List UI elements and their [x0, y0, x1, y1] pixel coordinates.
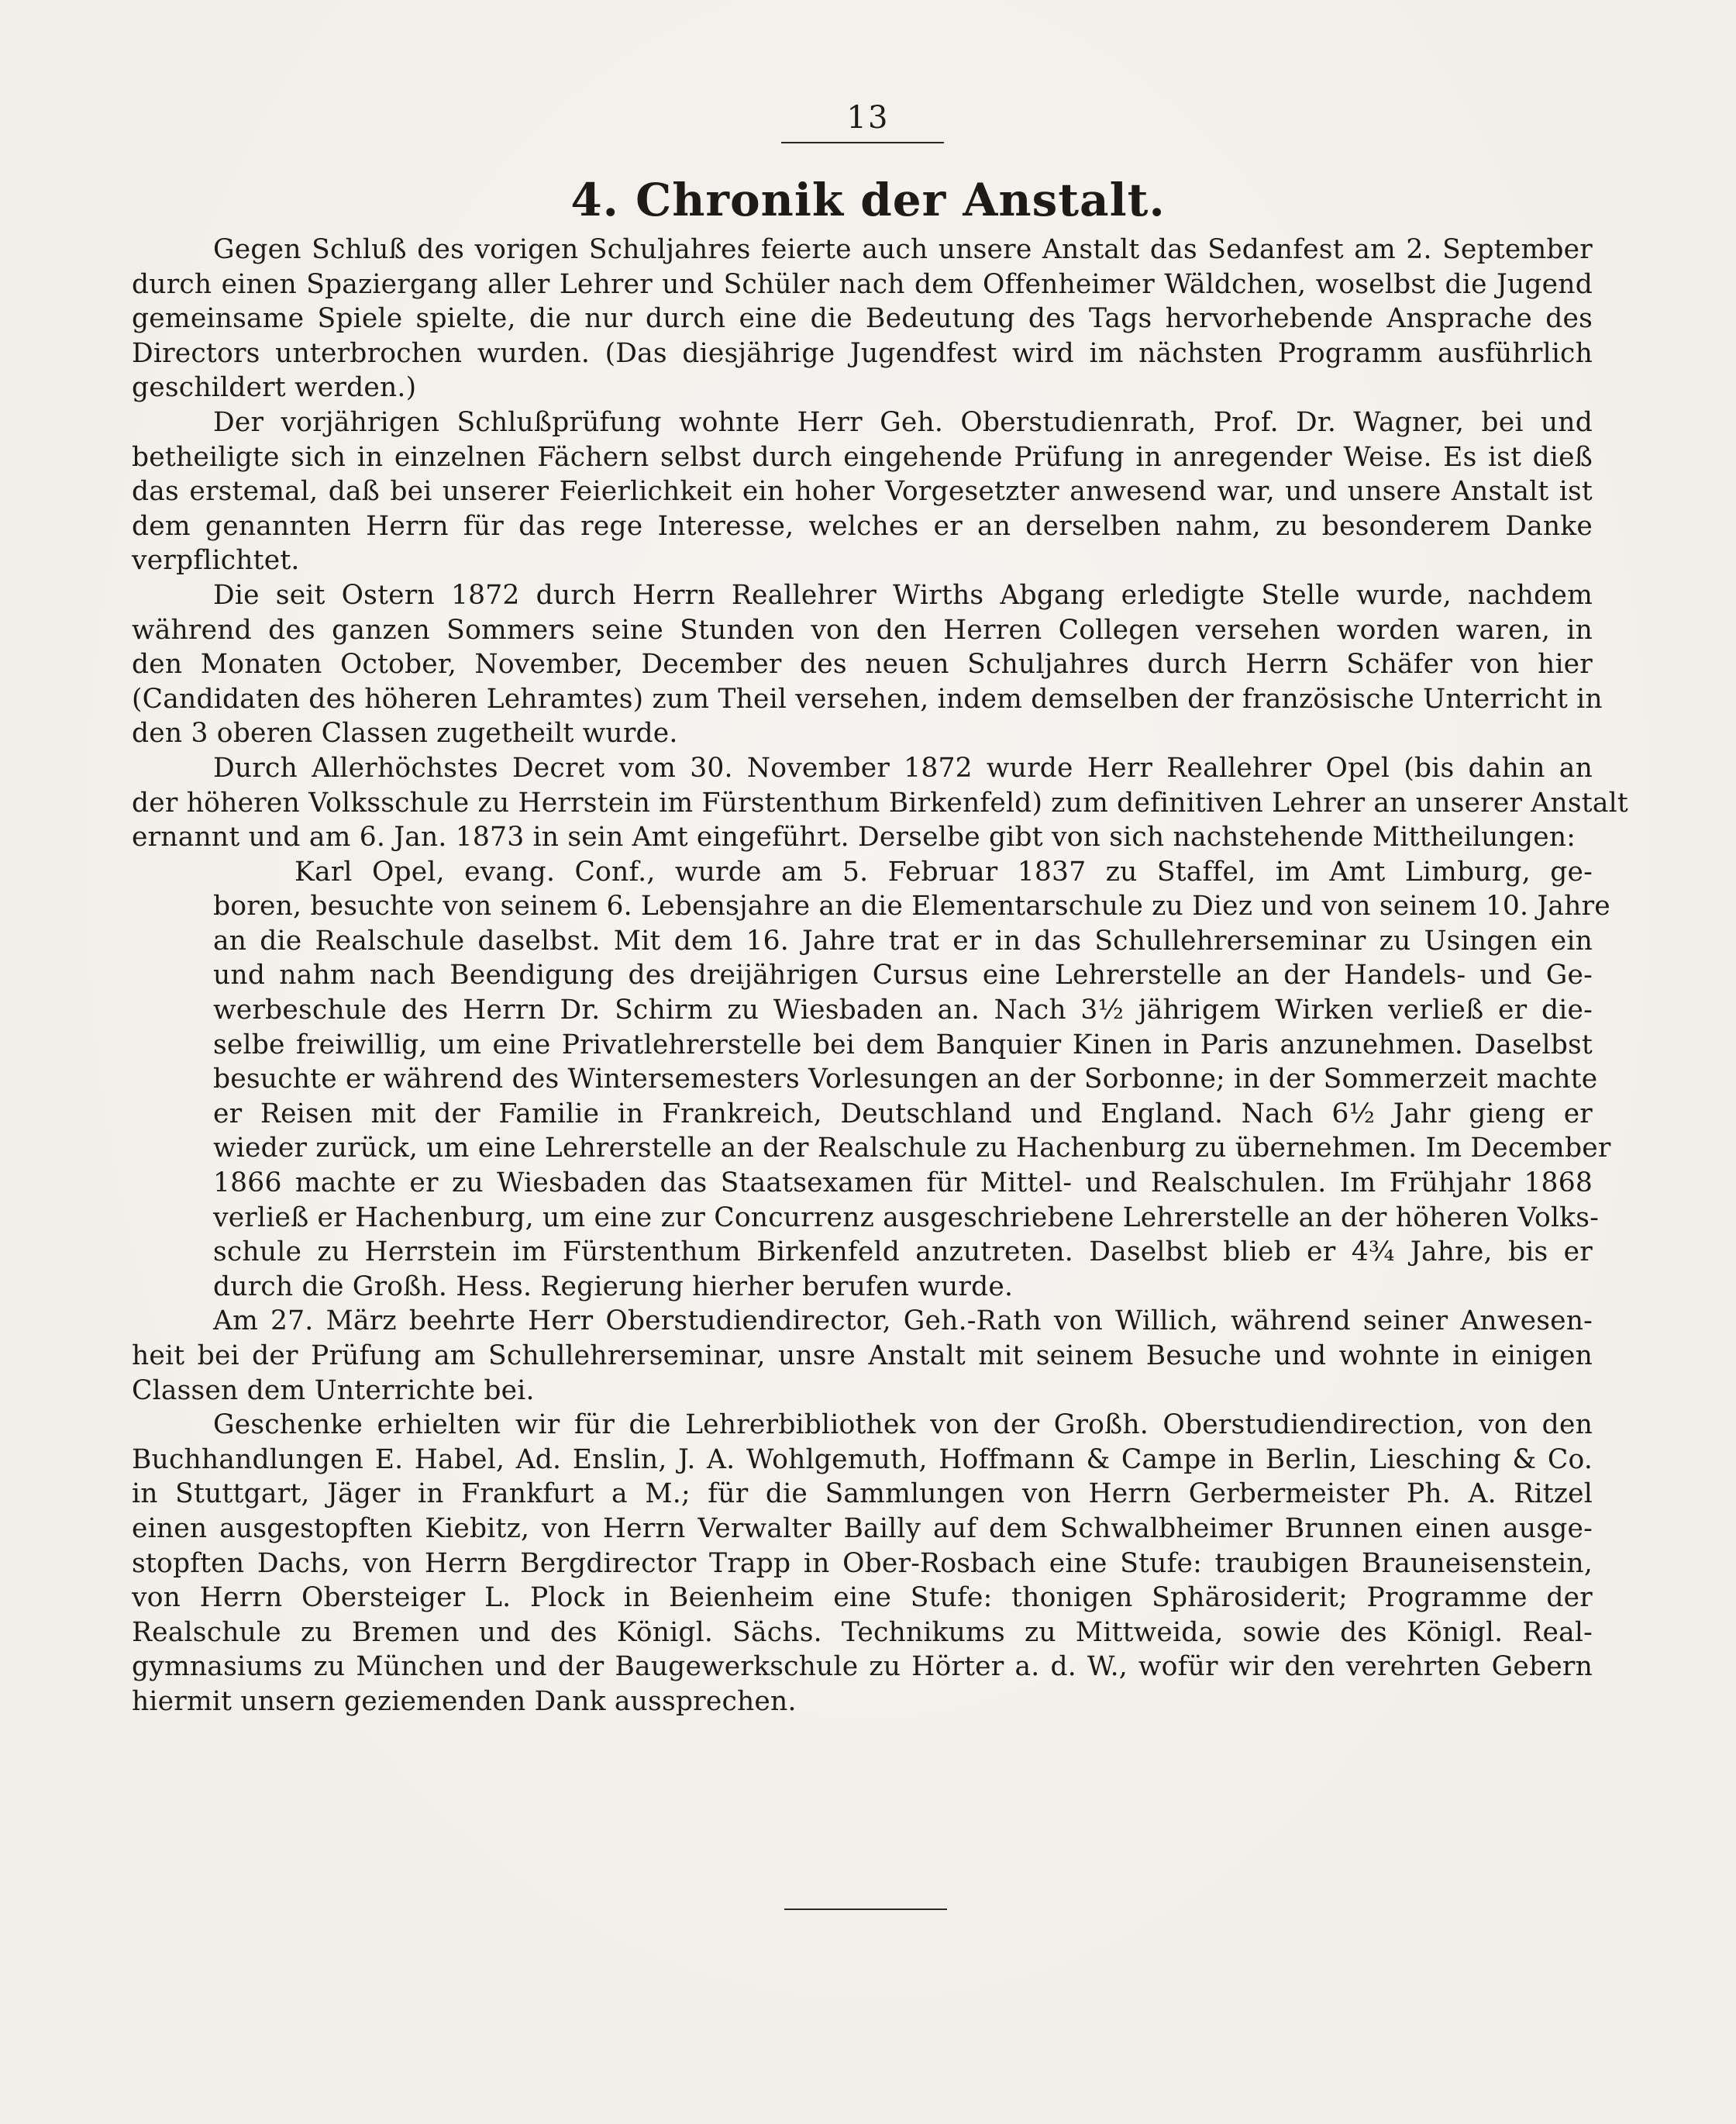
- text-line: verpflichtet.: [132, 545, 300, 577]
- text-line: Am 27. März beehrte Herr Oberstudiendirector, Geh.-Rath von Willich, während seiner Anwesen-: [213, 1305, 1593, 1337]
- text-line: während des ganzen Sommers seine Stunden von den Herren Collegen versehen worden waren, in: [132, 614, 1593, 646]
- text-line: dem genannten Herrn für das rege Interesse, welches er an derselben nahm, zu besonderem Danke: [132, 510, 1593, 542]
- text-line: den Monaten October, November, December des neuen Schuljahres durch Herrn Schäfer von hier: [132, 649, 1593, 681]
- text-line: Die seit Ostern 1872 durch Herrn Reallehrer Wirths Abgang erledigte Stelle wurde, nachdem: [213, 579, 1593, 611]
- text-line: verließ er Hachenburg, um eine zur Concurrenz ausgeschriebene Lehrerstelle an der höheren Volks-: [213, 1202, 1600, 1233]
- text-line: den 3 oberen Classen zugetheilt wurde.: [132, 718, 678, 750]
- paragraph: [132, 1408, 1593, 1719]
- text-line: betheiligte sich in einzelnen Fächern selbst durch eingehende Prüfung in anregender Weise. Es ist dieß: [132, 441, 1593, 473]
- text-line: durch einen Spaziergang aller Lehrer und Schüler nach dem Offenheimer Wäldchen, woselbst die Jugend: [132, 268, 1593, 300]
- text-line: Karl Opel, evang. Conf., wurde am 5. Februar 1837 zu Staffel, im Amt Limburg, ge-: [294, 856, 1593, 888]
- text-line: Gegen Schluß des vorigen Schuljahres feierte auch unsere Anstalt das Sedanfest am 2. September: [213, 234, 1593, 265]
- text-line: und nahm nach Beendigung des dreijährigen Cursus eine Lehrerstelle an der Handels- und Ge-: [213, 960, 1593, 991]
- text-line: Realschule zu Bremen und des Königl. Sächs. Technikums zu Mittweida, sowie des Königl. Real-: [132, 1616, 1593, 1648]
- footer-rule: [784, 1908, 947, 1910]
- text-line: wieder zurück, um eine Lehrerstelle an der Realschule zu Hachenburg zu übernehmen. Im December: [213, 1133, 1611, 1164]
- text-line: Durch Allerhöchstes Decret vom 30. November 1872 wurde Herr Reallehrer Opel (bis dahin an: [213, 752, 1593, 784]
- text-line: in Stuttgart, Jäger in Frankfurt a M.; für die Sammlungen von Herrn Gerbermeister Ph. A. Ritzel: [132, 1478, 1593, 1510]
- text-line: boren, besuchte von seinem 6. Lebensjahre an die Elementarschule zu Diez und von seinem 10. Jahre: [213, 891, 1610, 922]
- text-line: er Reisen mit der Familie in Frankreich, Deutschland und England. Nach 6½ Jahr gieng er: [213, 1098, 1593, 1129]
- text-line: Geschenke erhielten wir für die Lehrerbibliothek von der Großh. Oberstudiendirection, von den: [213, 1409, 1593, 1441]
- text-line: der höheren Volksschule zu Herrstein im Fürstenthum Birkenfeld) zum definitiven Lehrer an unserer Anstalt: [132, 787, 1628, 819]
- paragraph: [132, 405, 1593, 578]
- text-line: 1866 machte er zu Wiesbaden das Staatsexamen für Mittel- und Realschulen. Im Frühjahr 1868: [213, 1167, 1593, 1199]
- text-line: schule zu Herrstein im Fürstenthum Birkenfeld anzutreten. Daselbst blieb er 4¾ Jahre, bis er: [213, 1236, 1593, 1268]
- text-line: (Candidaten des höheren Lehramtes) zum Theil versehen, indem demselben der französische Unterricht in: [132, 683, 1603, 715]
- text-line: Directors unterbrochen wurden. (Das diesjährige Jugendfest wird im nächsten Programm ausführlich: [132, 337, 1593, 369]
- paragraph: [132, 1304, 1593, 1408]
- paragraph: [132, 855, 1611, 1305]
- paragraph: [132, 233, 1593, 405]
- text-line: geschildert werden.): [132, 372, 417, 404]
- header-rule: [781, 142, 944, 143]
- paragraph: [132, 751, 1628, 855]
- text-line: stopften Dachs, von Herrn Bergdirector Trapp in Ober-Rosbach eine Stufe: traubigen Brauneisenstein,: [132, 1547, 1593, 1579]
- text-line: gymnasiums zu München und der Baugewerkschule zu Hörter a. d. W., wofür wir den verehrten Gebern: [132, 1651, 1593, 1683]
- text-line: werbeschule des Herrn Dr. Schirm zu Wiesbaden an. Nach 3½ jährigem Wirken verließ er die-: [213, 995, 1593, 1026]
- text-line: selbe freiwillig, um eine Privatlehrerstelle bei dem Banquier Kinen in Paris anzunehmen. Daselbst: [213, 1029, 1593, 1060]
- text-line: einen ausgestopften Kiebitz, von Herrn Verwalter Bailly auf dem Schwalbheimer Brunnen einen ausge-: [132, 1512, 1593, 1544]
- text-line: hiermit unsern geziemenden Dank aussprechen.: [132, 1685, 797, 1717]
- text-line: an die Realschule daselbst. Mit dem 16. Jahre trat er in das Schullehrerseminar zu Usingen ein: [213, 925, 1593, 957]
- text-line: durch die Großh. Hess. Regierung hierher berufen wurde.: [213, 1271, 1014, 1302]
- text-line: das erstemal, daß bei unserer Feierlichkeit ein hoher Vorgesetzter anwesend war, und unsere Anstalt ist: [132, 476, 1593, 508]
- paragraph: [132, 578, 1603, 751]
- text-line: heit bei der Prüfung am Schullehrerseminar, unsre Anstalt mit seinem Besuche und wohnte in einigen: [132, 1340, 1593, 1371]
- text-line: von Herrn Obersteiger L. Plock in Beienheim eine Stufe: thonigen Sphärosiderit; Programme der: [132, 1582, 1593, 1614]
- text-line: ernannt und am 6. Jan. 1873 in sein Amt eingeführt. Derselbe gibt von sich nachstehende Mittheilungen:: [132, 822, 1576, 853]
- text-line: Der vorjährigen Schlußprüfung wohnte Herr Geh. Oberstudienrath, Prof. Dr. Wagner, bei und: [213, 406, 1593, 438]
- text-line: Classen dem Unterrichte bei.: [132, 1374, 535, 1406]
- body-text: [132, 233, 1628, 1719]
- text-line: besuchte er während des Wintersemesters Vorlesungen an der Sorbonne; in der Sommerzeit machte: [213, 1064, 1598, 1095]
- text-line: Buchhandlungen E. Habel, Ad. Enslin, J. A. Wohlgemuth, Hoffmann & Campe in Berlin, Liesching & Co.: [132, 1443, 1593, 1475]
- text-line: gemeinsame Spiele spielte, die nur durch eine die Bedeutung des Tags hervorhebende Ansprache des: [132, 303, 1593, 335]
- section-heading: 4. Chronik der Anstalt.: [570, 174, 1166, 226]
- page-number: 13: [846, 100, 890, 136]
